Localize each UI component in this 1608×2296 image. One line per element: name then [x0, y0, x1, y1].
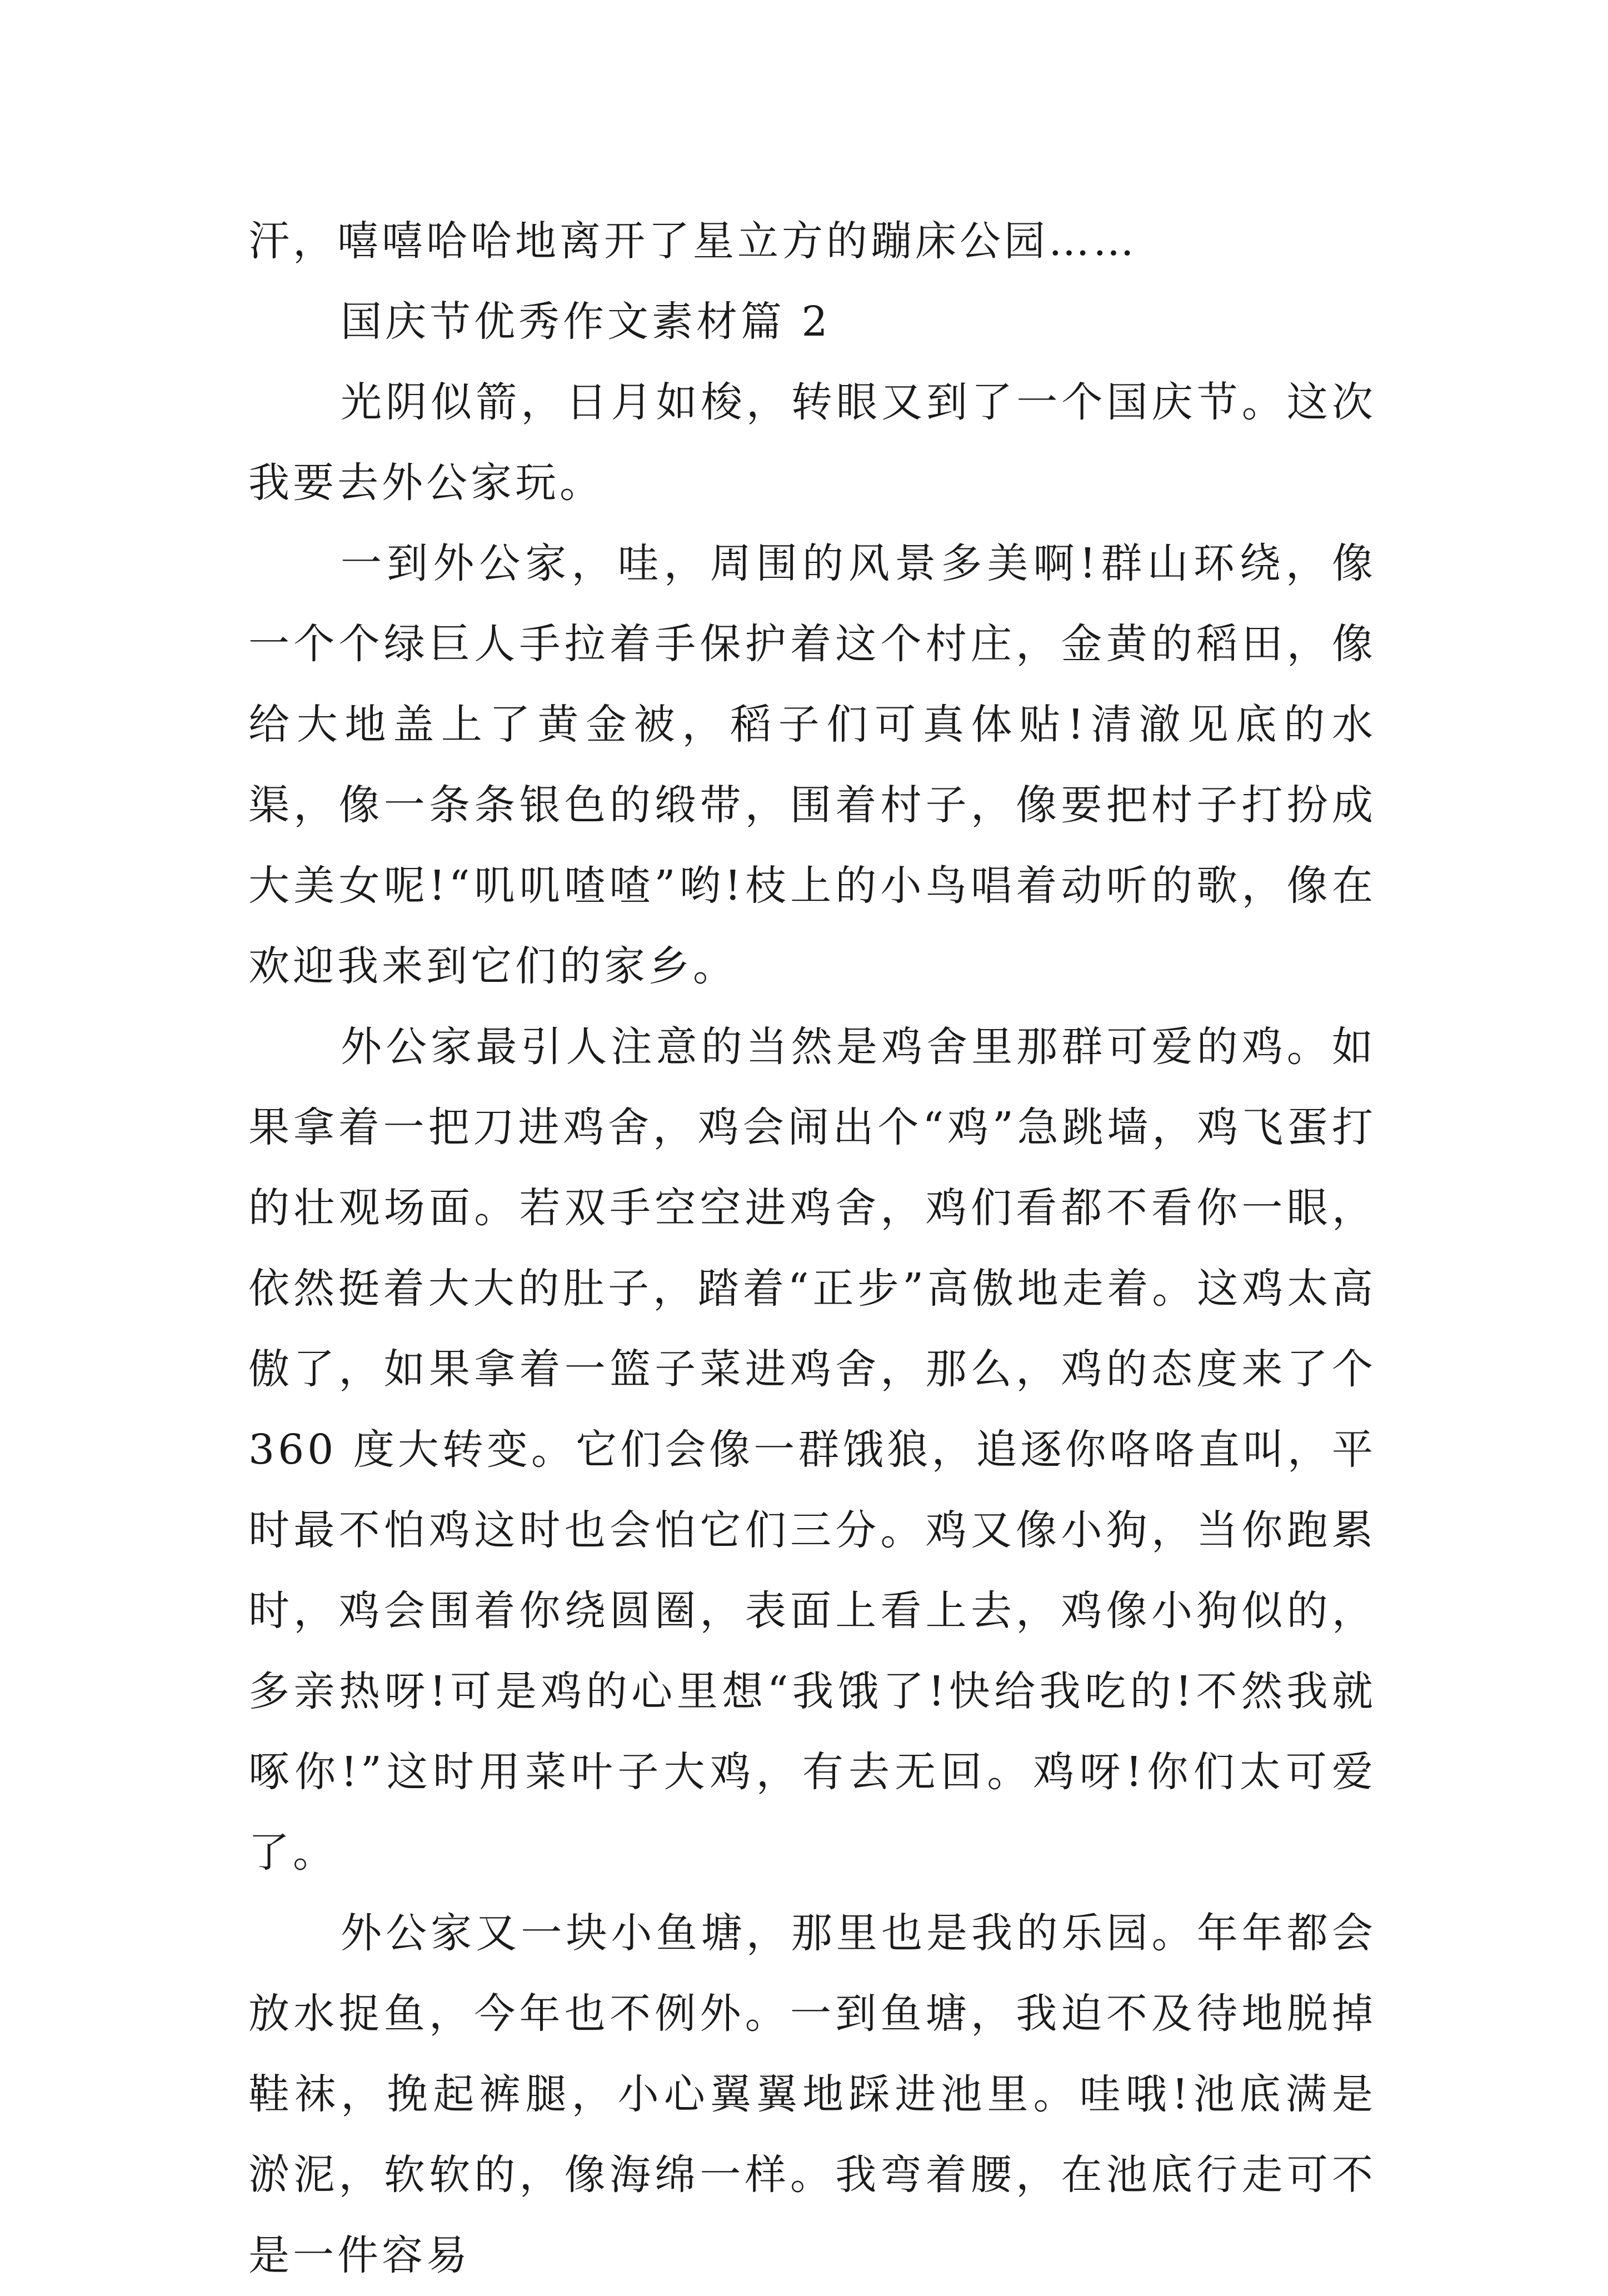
body-text: [248, 201, 1376, 2296]
paragraph: 一到外公家，哇，周围的风景多美啊!群山环绕，像一个个绿巨人手拉着手保护着这个村庄，金黄的稻田，像给大地盖上了黄金被，稻子们可真体贴!清澈见底的水渠，像一条条银色的缎带，围着村子，像要把村子打扮成大美女呢!“叽叽喳喳”哟!枝上的小鸟唱着动听的歌，像在欢迎我来到它们的家乡。: [248, 540, 1376, 990]
paragraph: 外公家最引人注意的当然是鸡舍里那群可爱的鸡。如果拿着一把刀进鸡舍，鸡会闹出个“鸡”急跳墙，鸡飞蛋打的壮观场面。若双手空空进鸡舍，鸡们看都不看你一眼，依然挺着大大的肚子，踏着“正步”高傲地走着。这鸡太高傲了，如果拿着一篮子菜进鸡舍，那么，鸡的态度来了个 360 度大转变。它们会像一群饿狼，追逐你咯咯直叫，平时最不怕鸡这时也会怕它们三分。鸡又像小狗，当你跑累时，鸡会围着你绕圆圈，表面上看上去，鸡像小狗似的，多亲热呀!可是鸡的心里想“我饿了!快给我吃的!不然我就啄你!”这时用菜叶子大鸡，有去无回。鸡呀!你们太可爱了。: [248, 1023, 1376, 1876]
paragraph-continuation: 汗，嘻嘻哈哈地离开了星立方的蹦床公园……: [248, 217, 1137, 265]
paragraph: 光阴似箭，日月如梭，转眼又到了一个国庆节。这次我要去外公家玩。: [248, 378, 1376, 507]
paragraph: 外公家又一块小鱼塘，那里也是我的乐园。年年都会放水捉鱼，今年也不例外。一到鱼塘，我迫不及待地脱掉鞋袜，挽起裤腿，小心翼翼地踩进池里。哇哦!池底满是淤泥，软软的，像海绵一样。我弯着腰，在池底行走可不是一件容易: [248, 1909, 1376, 2279]
section-heading: 国庆节优秀作文素材篇 2: [341, 298, 831, 346]
